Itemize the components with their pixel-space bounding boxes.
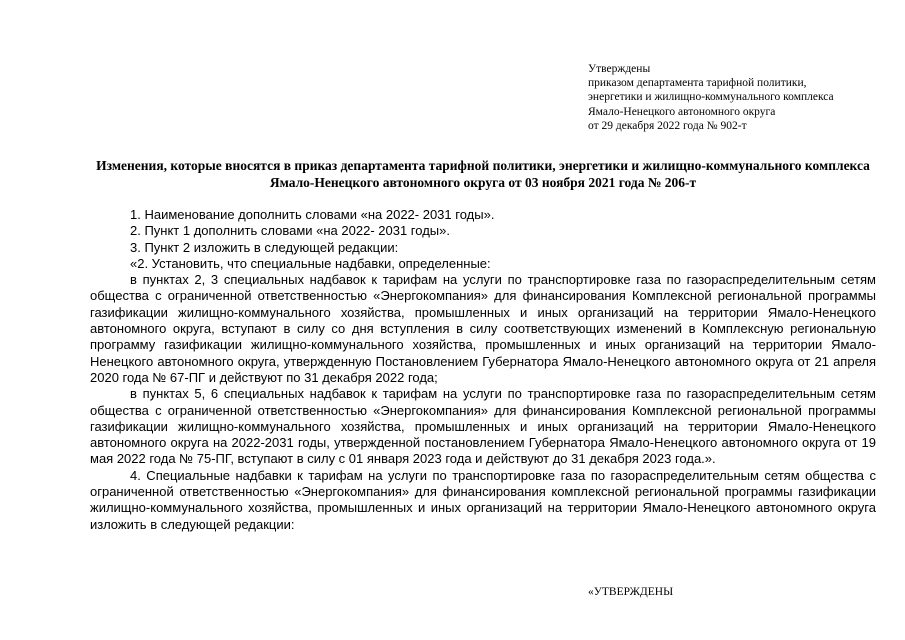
approval-line: Ямало-Ненецкого автономного округа <box>588 105 776 118</box>
approval-stamp <box>588 62 834 133</box>
approval-line: энергетики и жилищно-коммунального комплекса <box>588 91 834 104</box>
document-body <box>90 207 876 533</box>
footer-heading: «УТВЕРЖДЕНЫ <box>588 586 674 598</box>
paragraph: «2. Установить, что специальные надбавки, определенные: <box>130 255 491 271</box>
paragraph: 1. Наименование дополнить словами «на 2022- 2031 годы». <box>130 207 495 222</box>
paragraph: 2. Пункт 1 дополнить словами «на 2022- 2031 годы». <box>130 223 450 239</box>
paragraph: в пунктах 2, 3 специальных надбавок к тарифам на услуги по транспортировке газа по газораспределительным сетям общества с ограниченной ответственностью «Энергокомпания» для финансирования Комплексной региональной программы газификации жилищно-коммунального хозяйства, промышленных и иных организаций на территории Ямало-Ненецкого автономного округа, вступают в силу со дня вступления в силу соответствующих изменений в Комплексную региональную программу газификации жилищно-коммунального хозяйства, промышленных и иных организаций на территории Ямало-Ненецкого автономного округа, утвержденную Постановлением Губернатора Ямало-Ненецкого автономного округа от 21 апреля 2020 года № 67-ПГ и действуют по 31 декабря 2022 года; <box>90 272 876 385</box>
document-title: Изменения, которые вносятся в приказ департамента тарифной политики, энергетики и жилищно-коммунального комплекса Ямало-Ненецкого автономного округа от 03 ноября 2021 года № 206-т <box>96 158 870 190</box>
approval-line: Утверждены <box>588 63 651 75</box>
paragraph: 4. Специальные надбавки к тарифам на услуги по транспортировке газа по газораспределительным сетям общества с ограниченной ответственностью «Энергокомпания» для финансирования комплексной региональной программы газификации жилищно-коммунального хозяйства, промышленных и иных организаций на территории Ямало-Ненецкого автономного округа изложить в следующей редакции: <box>90 467 876 532</box>
approval-line: приказом департамента тарифной политики, <box>588 77 807 90</box>
approval-line: от 29 декабря 2022 года № 902-т <box>588 119 747 132</box>
paragraph: в пунктах 5, 6 специальных надбавок к тарифам на услуги по транспортировке газа по газораспределительным сетям общества с ограниченной ответственностью «Энергокомпания» для финансирования Комплексной региональной программы газификации жилищно-коммунального хозяйства, промышленных и иных организаций на территории Ямало-Ненецкого автономного округа на 2022-2031 годы, утвержденной постановлением Губернатора Ямало-Ненецкого автономного округа от 19 мая 2022 года № 75-ПГ, вступают в силу с 01 января 2023 года и действуют до 31 декабря 2023 года.». <box>90 386 876 467</box>
paragraph: 3. Пункт 2 изложить в следующей редакции: <box>130 239 399 255</box>
